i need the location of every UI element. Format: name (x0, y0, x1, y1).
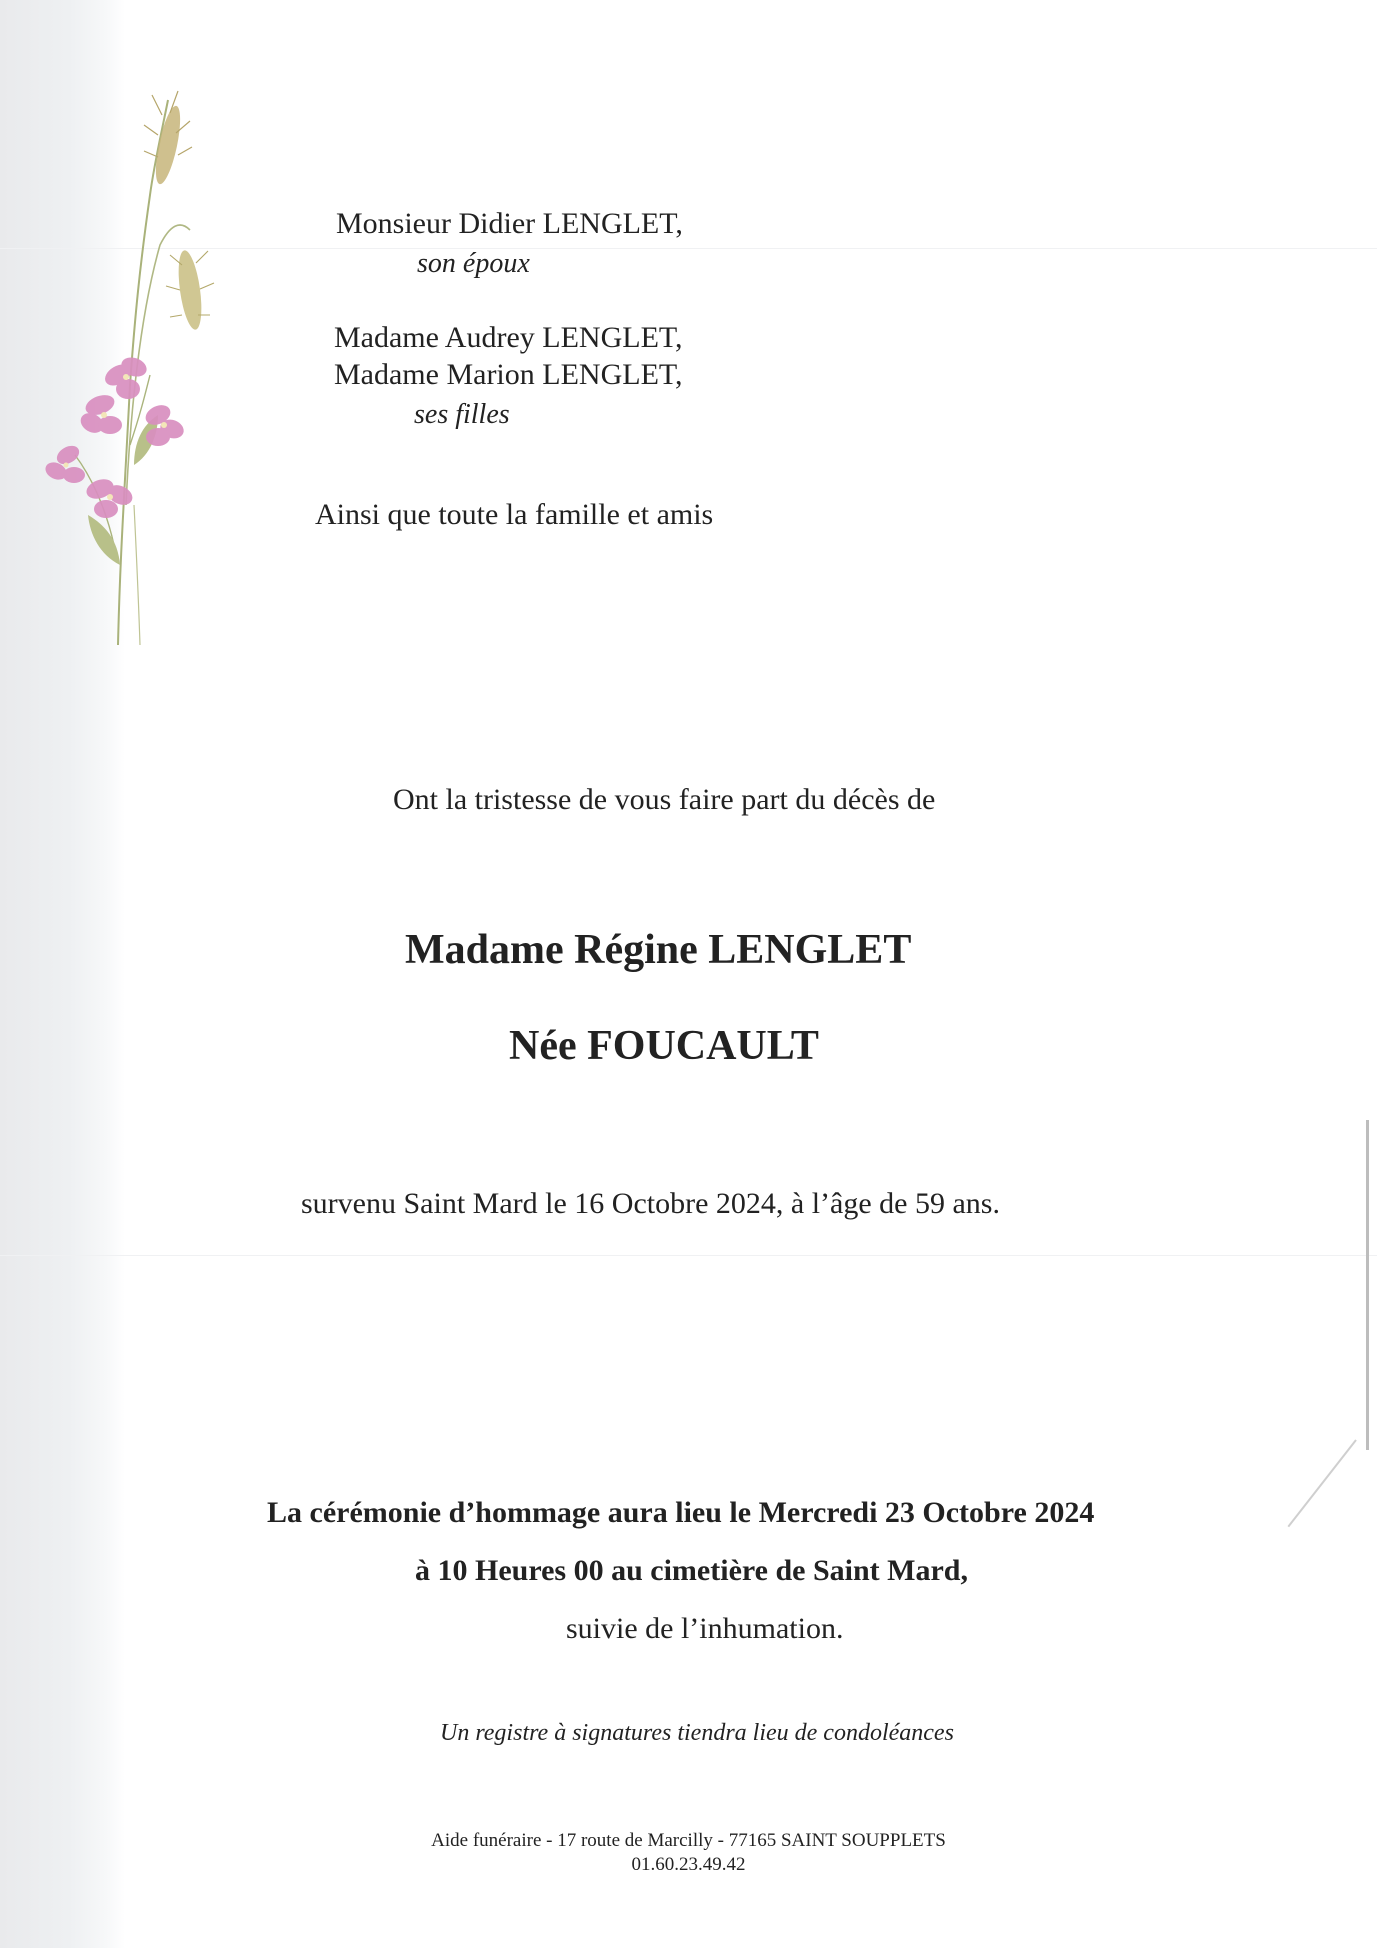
ceremony-date-line: La cérémonie d’hommage aura lieu le Mercredi 23 Octobre 2024 (267, 1496, 1095, 1529)
maiden-name: Née FOUCAULT (509, 1023, 819, 1069)
funeral-home-phone: 01.60.23.49.42 (631, 1854, 746, 1875)
husband-name: Monsieur Didier LENGLET, (336, 207, 683, 240)
death-details: survenu Saint Mard le 16 Octobre 2024, à l’âge de 59 ans. (301, 1187, 1000, 1220)
scan-edge-mark (1366, 1120, 1369, 1450)
burial-line: suivie de l’inhumation. (566, 1612, 844, 1645)
funeral-home-address: Aide funéraire - 17 route de Marcilly - 77165 SAINT SOUPPLETS (431, 1830, 946, 1851)
husband-role: son époux (417, 248, 530, 279)
ceremony-time-place-line: à 10 Heures 00 au cimetière de Saint Mard, (415, 1554, 968, 1587)
condolence-note: Un registre à signatures tiendra lieu de condoléances (440, 1720, 954, 1746)
floral-illustration (30, 85, 220, 655)
daughter-name: Madame Audrey LENGLET, (334, 321, 683, 354)
deceased-name: Madame Régine LENGLET (405, 927, 912, 973)
fold-line (0, 1255, 1377, 1256)
announcement-intro: Ont la tristesse de vous faire part du décès de (393, 783, 936, 816)
daughters-role: ses filles (414, 399, 510, 430)
scan-edge-mark (1287, 1439, 1356, 1527)
extended-family-line: Ainsi que toute la famille et amis (315, 498, 714, 531)
daughter-name: Madame Marion LENGLET, (334, 358, 683, 391)
